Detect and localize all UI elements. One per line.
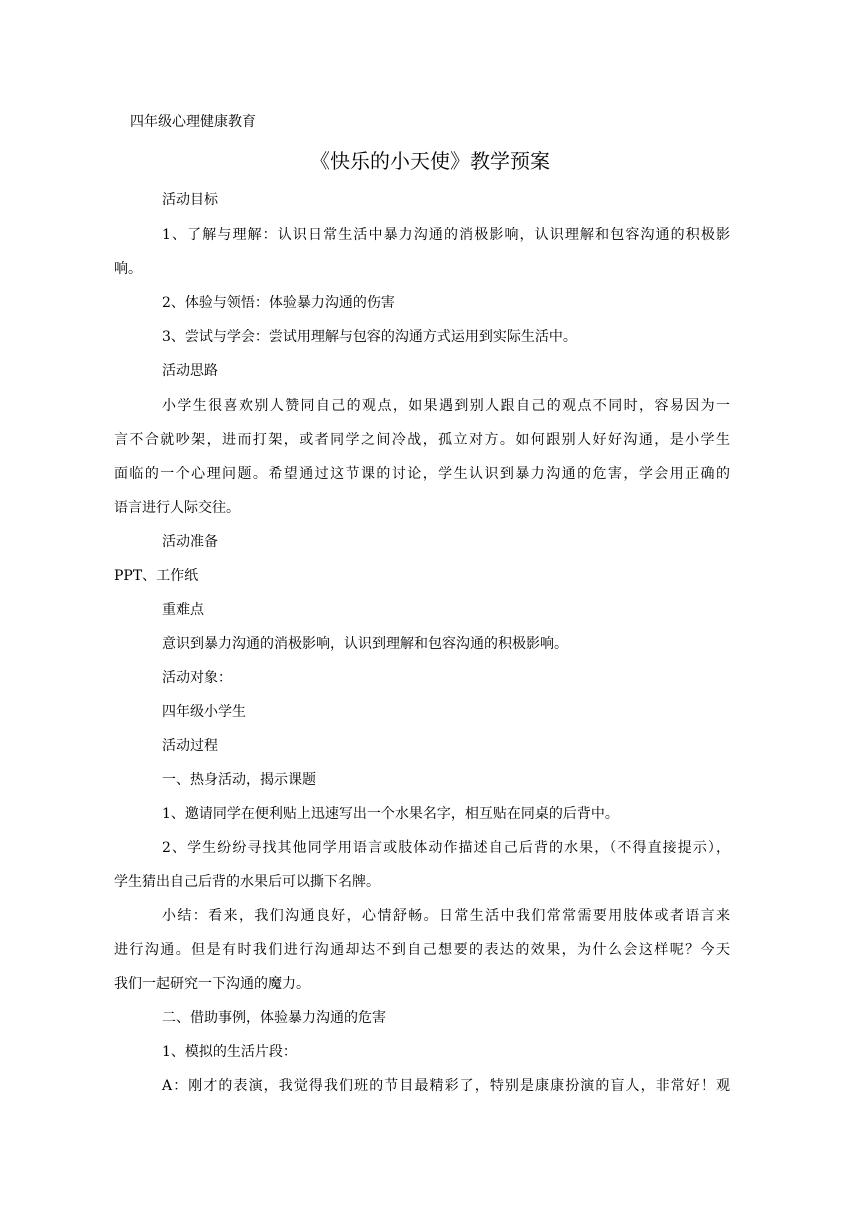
paragraph-line: 面临的一个心理问题。希望通过这节课的讨论，学生认识到暴力沟通的危害，学会用正确的	[114, 466, 730, 482]
section-heading-goals: 活动目标	[162, 192, 218, 208]
subsection-heading: 二、借助事例，体验暴力沟通的危害	[162, 1010, 386, 1026]
section-heading-key-points: 重难点	[162, 602, 204, 618]
paragraph-line: 小结：看来，我们沟通良好，心情舒畅。日常生活中我们常常需要用肢体或者语言来	[162, 908, 730, 924]
section-heading-process: 活动过程	[162, 738, 218, 754]
paragraph-line: 四年级小学生	[162, 704, 246, 720]
subsection-heading: 一、热身活动，揭示课题	[162, 772, 316, 788]
paragraph-line: 1、邀请同学在便利贴上迅速写出一个水果名字，相互贴在同桌的后背中。	[162, 806, 619, 822]
paragraph-line: 言不合就吵架，进而打架，或者同学之间冷战，孤立对方。如何跟别人好好沟通，是小学生	[114, 432, 730, 448]
section-heading-audience: 活动对象：	[162, 670, 232, 686]
paragraph-line: A：刚才的表演，我觉得我们班的节目最精彩了，特别是康康扮演的盲人，非常好！观	[162, 1078, 730, 1094]
paragraph-line: 语言进行人际交往。	[114, 500, 240, 516]
section-heading-ideas: 活动思路	[162, 363, 218, 379]
paragraph-line: 2、学生纷纷寻找其他同学用语言或肢体动作描述自己后背的水果，（不得直接提示），	[162, 840, 730, 856]
section-heading-preparation: 活动准备	[162, 534, 218, 550]
paragraph-line: 小学生很喜欢别人赞同自己的观点，如果遇到别人跟自己的观点不同时，容易因为一	[162, 398, 730, 414]
paragraph-line: 3、尝试与学会：尝试用理解与包容的沟通方式运用到实际生活中。	[162, 329, 577, 345]
paragraph-line: 意识到暴力沟通的消极影响，认识到理解和包容沟通的积极影响。	[162, 636, 568, 652]
paragraph-line: 2、体验与领悟：体验暴力沟通的伤害	[162, 295, 395, 311]
paragraph-line: 我们一起研究一下沟通的魔力。	[114, 976, 310, 992]
paragraph-line: 1、了解与理解：认识日常生活中暴力沟通的消极影响，认识理解和包容沟通的积极影	[162, 227, 730, 243]
paragraph-line: 进行沟通。但是有时我们进行沟通却达不到自己想要的表达的效果，为什么会这样呢？今天	[114, 942, 730, 958]
paragraph-line: 学生猜出自己后背的水果后可以撕下名牌。	[114, 874, 380, 890]
document-title: 《快乐的小天使》教学预案	[310, 149, 550, 173]
paragraph-line: PPT、工作纸	[114, 568, 199, 584]
paragraph-line: 1、模拟的生活片段：	[162, 1044, 297, 1060]
document-header: 四年级心理健康教育	[130, 114, 256, 130]
paragraph-line: 响。	[114, 261, 142, 277]
